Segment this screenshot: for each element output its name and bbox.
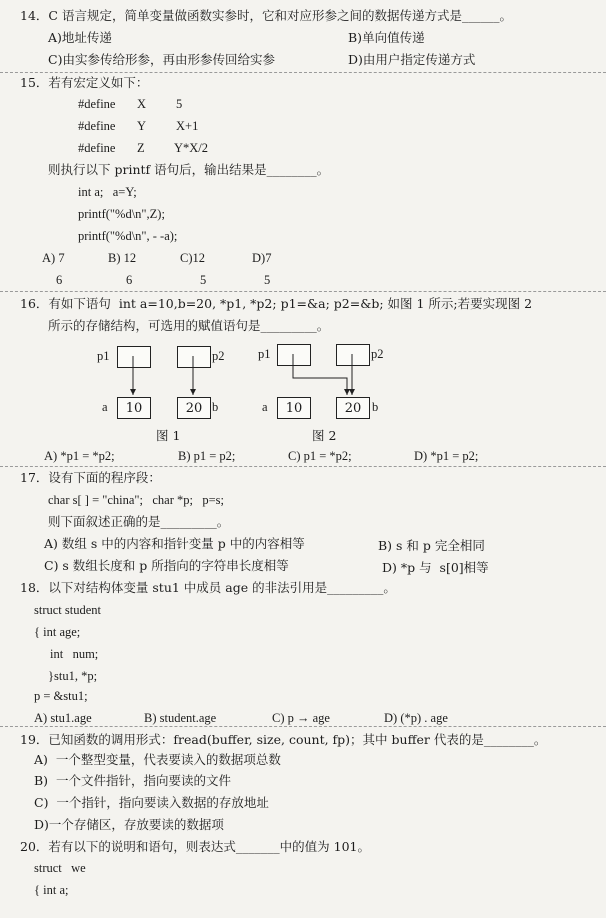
define-keyword: #define [78, 141, 116, 155]
label-p1: p1 [258, 347, 271, 361]
question-19-stem: 19．已知函数的调用形式：fread(buffer, size, count, fp)；其中 buffer 代表的是________。 [20, 732, 547, 747]
option-c-second: 5 [200, 273, 207, 287]
option-a: A) 一个整型变量，代表要读入的数据项总数 [34, 752, 281, 767]
value-box-b: 20 [336, 397, 370, 419]
code-line: printf("%d\n", - -a); [78, 229, 178, 243]
question-20-stem: 20．若有以下的说明和语句，则表达式_______中的值为 101。 [20, 839, 370, 854]
option-a: A) 数组 s 中的内容和指针变量 p 中的内容相等 [44, 536, 305, 551]
code-line: { int a; [34, 883, 69, 897]
option-d: D) *p1 = p2; [414, 449, 479, 463]
question-16-stem: 16．有如下语句 int a=10,b=20, *p1, *p2; p1=&a; p2=&b; 如图 1 所示;若要实现图 2 [20, 296, 533, 311]
code-line: struct student [34, 603, 102, 617]
option-a: A) stu1.age [34, 711, 92, 725]
question-18-stem: 18．以下对结构体变量 stu1 中成员 age 的非法引用是_________。 [20, 580, 396, 595]
option-d: D) (*p) . age [384, 711, 448, 725]
label-a: a [102, 400, 108, 414]
code-line: printf("%d\n",Z); [78, 207, 165, 221]
option-c: C)由实参传给形参，再由形参传回给实参 [48, 52, 275, 67]
option-c: C) s 数组长度和 p 所指向的字符串长度相等 [44, 558, 289, 573]
define-value: X+1 [176, 119, 199, 133]
option-d: D)由用户指定传递方式 [348, 52, 476, 67]
question-16-stem-cont: 所示的存储结构，可选用的赋值语句是_________。 [48, 318, 330, 333]
option-d: D)一个存储区，存放要读的数据项 [34, 817, 224, 832]
option-a: A) 7 [42, 251, 65, 265]
figure-1-caption: 图 1 [156, 428, 181, 443]
define-value: Y*X/2 [174, 141, 209, 155]
option-c: C) 一个指针，指向要读入数据的存放地址 [34, 795, 269, 810]
question-15-prompt: 则执行以下 printf 语句后，输出结果是________。 [48, 162, 330, 177]
question-15-stem: 15．若有宏定义如下： [20, 75, 149, 90]
label-a: a [262, 400, 268, 414]
define-name: X [137, 97, 147, 111]
code-line: int num; [50, 647, 99, 661]
option-d: D) *p 与 s[0]相等 [382, 560, 489, 575]
option-d-second: 5 [264, 273, 271, 287]
option-b: B) s 和 p 完全相同 [378, 538, 485, 553]
define-value: 5 [176, 97, 183, 111]
option-b: B) 一个文件指针，指向要读的文件 [34, 773, 232, 788]
question-14-stem: 14．C 语言规定，简单变量做函数实参时，它和对应形参之间的数据传递方式是______。 [20, 8, 512, 23]
code-line: char s[ ] = "china"; char *p; p=s; [48, 493, 224, 507]
code-line: }stu1, *p; [48, 669, 98, 683]
value-box-b: 20 [177, 397, 211, 419]
define-keyword: #define [78, 119, 116, 133]
question-17-prompt: 则下面叙述正确的是_________。 [48, 514, 230, 529]
label-p2: p2 [212, 349, 225, 363]
value-box-a: 10 [117, 397, 151, 419]
label-p2: p2 [371, 347, 384, 361]
option-a: A)地址传递 [48, 30, 112, 45]
label-p1: p1 [97, 349, 110, 363]
question-17-stem: 17．设有下面的程序段： [20, 470, 161, 485]
define-keyword: #define [78, 97, 116, 111]
code-line: { int age; [34, 625, 81, 639]
code-line: struct we [34, 861, 86, 875]
option-c: C) p1 = *p2; [288, 449, 352, 463]
option-c: C)12 [180, 251, 205, 265]
define-name: Y [137, 119, 147, 133]
define-name: Z [137, 141, 145, 155]
option-a: A) *p1 = *p2; [44, 449, 115, 463]
arrow-p1-to-b [293, 354, 347, 395]
option-b: B) student.age [144, 711, 217, 725]
label-b: b [372, 400, 379, 414]
code-line: p = &stu1; [34, 689, 88, 703]
label-b: b [212, 400, 219, 414]
option-c: C) p → age [272, 711, 330, 725]
option-b-second: 6 [126, 273, 133, 287]
option-d: D)7 [252, 251, 272, 265]
option-a-second: 6 [56, 273, 63, 287]
option-b: B) 12 [108, 251, 137, 265]
option-b: B) p1 = p2; [178, 449, 236, 463]
value-box-a: 10 [277, 397, 311, 419]
figure-2-caption: 图 2 [312, 428, 337, 443]
code-line: int a; a=Y; [78, 185, 137, 199]
option-b: B)单向值传递 [348, 30, 425, 45]
